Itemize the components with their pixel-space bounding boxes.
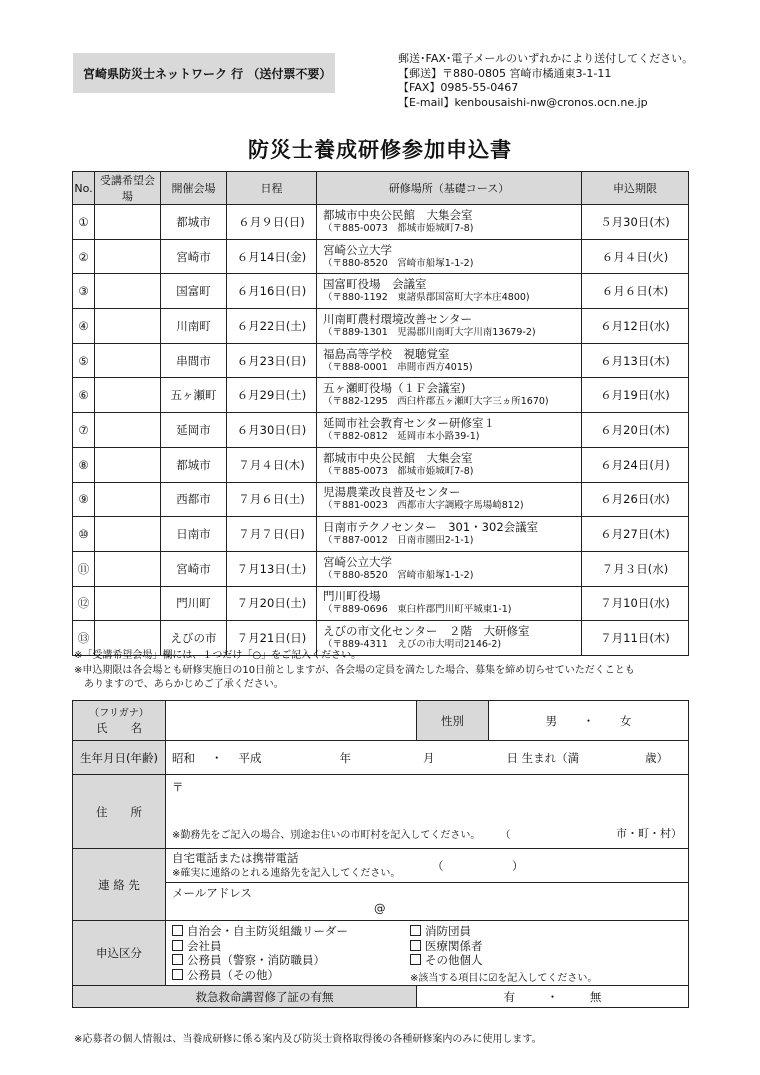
- session-place: [317, 343, 582, 378]
- place-name: 門川町役場: [323, 589, 381, 604]
- table-row: [73, 482, 689, 517]
- checkbox-icon[interactable]: [410, 925, 421, 936]
- deadline: ７月３日(水): [582, 551, 689, 586]
- deadline: ６月12日(水): [582, 309, 689, 344]
- note-line: ※申込期限は各会場とも研修実施日の10日前としますが、各会場の定員を満たした場合、募集を締め切らせていただくことも: [74, 664, 635, 676]
- recipient-text: 宮崎県防災士ネットワーク 行 （送付票不要）: [83, 66, 332, 81]
- place-address: （〒885-0073 都城市姫城町7-8): [323, 222, 474, 234]
- place-name: 都城市中央公民館 大集会室: [323, 207, 473, 222]
- dob-label: 生年月日(年齢): [73, 741, 166, 775]
- session-place: [317, 309, 582, 344]
- deadline: ６月24日(月): [582, 447, 689, 482]
- address-label: 住 所: [73, 775, 166, 849]
- postal-mark: 〒: [172, 780, 184, 794]
- deadline: ６月４日(火): [582, 239, 689, 274]
- session-date: ７月７日(日): [227, 517, 317, 552]
- category-option[interactable]: [172, 968, 348, 983]
- send-method: 郵送･FAX･電子メールのいずれかにより送付してください。: [398, 52, 694, 65]
- phone-note: ※確実に連絡のとれる連絡先を記入してください。: [172, 868, 401, 879]
- venue-city: 宮崎市: [161, 239, 227, 274]
- preferred-venue-cell[interactable]: [95, 413, 161, 448]
- gender-male[interactable]: 男: [545, 713, 558, 728]
- phone-field[interactable]: [166, 849, 689, 883]
- send-info: [398, 52, 693, 110]
- category-option-label: その他個人: [425, 953, 483, 967]
- address-field[interactable]: [166, 775, 689, 849]
- email-label: メールアドレス: [172, 886, 252, 900]
- row-no: ④: [73, 309, 95, 344]
- place-name: えびの市文化センター ２階 大研修室: [323, 624, 530, 639]
- session-date: ７月20日(土): [227, 586, 317, 621]
- gender-separator: ・: [582, 713, 595, 728]
- category-option-label: 医療関係者: [425, 938, 483, 953]
- table-header-row: [73, 172, 689, 205]
- email-field[interactable]: [166, 883, 689, 921]
- row-no: ③: [73, 274, 95, 309]
- row-no: ⑧: [73, 447, 95, 482]
- preferred-venue-cell[interactable]: [95, 239, 161, 274]
- category-option-label: 公務員（その他）: [187, 967, 279, 982]
- address-note: ※勤務先をご記入の場合、別途お住いの市町村を記入してください。: [172, 829, 481, 841]
- contact-label: 連 絡 先: [73, 849, 166, 921]
- venue-city: 都城市: [161, 205, 227, 240]
- phone-paren-close: ）: [512, 859, 524, 873]
- furigana-label: （フリガナ）: [89, 707, 149, 719]
- session-date: ６月９日(日): [227, 205, 317, 240]
- place-address: （〒882-1295 西臼杵郡五ヶ瀬町大字三ヵ所1670): [323, 396, 549, 408]
- row-no: ⑫: [73, 586, 95, 621]
- address-paren-open: （: [500, 829, 511, 841]
- category-option[interactable]: [410, 924, 483, 939]
- place-name: 福島高等学校 視聴覚室: [323, 346, 450, 361]
- era-separator: ・: [211, 750, 223, 765]
- session-date: ６月30日(日): [227, 413, 317, 448]
- preferred-venue-cell[interactable]: [95, 274, 161, 309]
- category-option[interactable]: [172, 953, 348, 968]
- session-table: [72, 171, 689, 656]
- session-date: ７月21日(日): [227, 621, 317, 656]
- preferred-venue-cell[interactable]: [95, 343, 161, 378]
- preferred-venue-cell[interactable]: [95, 551, 161, 586]
- venue-city: 五ヶ瀬町: [161, 378, 227, 413]
- place-name: 国富町役場 会議室: [323, 277, 427, 292]
- row-no: ⑬: [73, 621, 95, 656]
- day-born-label: 日 生まれ（満: [506, 750, 580, 765]
- venue-city: 国富町: [161, 274, 227, 309]
- place-address: （〒880-1192 東諸県郡国富町大字本庄4800): [323, 292, 530, 304]
- table-row: [73, 413, 689, 448]
- table-row: [73, 378, 689, 413]
- venue-city: 宮崎市: [161, 551, 227, 586]
- header-deadline: 申込期限: [582, 172, 689, 205]
- category-option[interactable]: [410, 939, 483, 954]
- category-option[interactable]: [172, 924, 348, 939]
- category-field: [166, 921, 689, 986]
- category-label: 申込区分: [73, 921, 166, 986]
- venue-city: 串間市: [161, 343, 227, 378]
- place-address: （〒880-8520 宮崎市船塚1-1-2): [323, 569, 474, 581]
- gender-label: 性別: [417, 701, 489, 741]
- place-address: （〒888-0001 串間市西方4015): [323, 361, 473, 373]
- session-date: ６月23日(日): [227, 343, 317, 378]
- note-line: ※「受講希望会場」欄には、１つだけ「○」をご記入ください。: [74, 650, 362, 661]
- category-option[interactable]: [410, 953, 483, 968]
- place-name: 宮崎公立大学: [323, 242, 392, 257]
- cpr-yes[interactable]: 有: [503, 989, 516, 1004]
- recipient-box: [73, 53, 335, 93]
- place-name: 宮崎公立大学: [323, 554, 392, 569]
- checkbox-icon[interactable]: [172, 969, 183, 980]
- deadline: ７月11日(木): [582, 621, 689, 656]
- table-row: [73, 205, 689, 240]
- table-row: [73, 586, 689, 621]
- session-place: [317, 517, 582, 552]
- session-place: [317, 205, 582, 240]
- deadline: ６月19日(水): [582, 378, 689, 413]
- session-date: ７月６日(土): [227, 482, 317, 517]
- session-place: [317, 239, 582, 274]
- table-row: [73, 343, 689, 378]
- dob-field[interactable]: [166, 741, 689, 775]
- deadline: ７月10日(水): [582, 586, 689, 621]
- row-no: ⑤: [73, 343, 95, 378]
- document-title: 防災士養成研修参加申込書: [248, 138, 512, 162]
- preferred-venue-cell[interactable]: [95, 586, 161, 621]
- deadline: ６月13日(木): [582, 343, 689, 378]
- header-date: 日程: [227, 172, 317, 205]
- table-row: [73, 239, 689, 274]
- table-row: [73, 447, 689, 482]
- notes: [74, 649, 635, 693]
- category-option[interactable]: [172, 939, 348, 954]
- row-no: ⑥: [73, 378, 95, 413]
- venue-city: えびの市: [161, 621, 227, 656]
- place-address: （〒881-0023 西都市大字調殿字馬場崎812): [323, 500, 524, 512]
- checkbox-icon[interactable]: [410, 940, 421, 951]
- gender-field[interactable]: [489, 701, 689, 741]
- session-place: [317, 551, 582, 586]
- at-mark: @: [374, 901, 386, 915]
- checkbox-icon[interactable]: [172, 940, 183, 951]
- row-no: ⑨: [73, 482, 95, 517]
- session-date: ７月13日(土): [227, 551, 317, 586]
- table-row: [73, 551, 689, 586]
- era-heisei[interactable]: 平成: [238, 750, 262, 765]
- cpr-no[interactable]: 無: [589, 989, 602, 1004]
- session-date: ６月14日(金): [227, 239, 317, 274]
- table-row: [73, 309, 689, 344]
- table-row: [73, 274, 689, 309]
- preferred-venue-cell[interactable]: [95, 517, 161, 552]
- gender-female[interactable]: 女: [619, 713, 632, 728]
- checkbox-icon[interactable]: [172, 925, 183, 936]
- place-address: （〒889-4311 えびの市大明司2146-2): [323, 639, 502, 651]
- session-date: ６月16日(日): [227, 274, 317, 309]
- checkbox-icon[interactable]: [410, 954, 421, 965]
- name-label: 氏 名: [96, 720, 142, 735]
- place-name: 都城市中央公民館 大集会室: [323, 450, 473, 465]
- category-option-label: 消防団員: [425, 924, 471, 938]
- header-place: 研修場所（基礎コース）: [317, 172, 582, 205]
- privacy-footer: ※応募者の個人情報は、当養成研修に係る案内及び防災士資格取得後の各種研修案内のみに使用します。: [74, 1034, 542, 1045]
- address-city-suffix: 市・町・村）: [616, 827, 682, 840]
- session-date: ６月22日(土): [227, 309, 317, 344]
- session-place: [317, 586, 582, 621]
- place-address: （〒882-0812 延岡市本小路39-1): [323, 430, 480, 442]
- place-name: 児湯農業改良普及センター: [323, 485, 461, 500]
- session-date: ６月29日(土): [227, 378, 317, 413]
- header-no: No.: [73, 172, 95, 205]
- deadline: ６月20日(木): [582, 413, 689, 448]
- row-no: ⑩: [73, 517, 95, 552]
- preferred-venue-cell[interactable]: [95, 205, 161, 240]
- session-place: [317, 378, 582, 413]
- preferred-venue-cell[interactable]: [95, 378, 161, 413]
- category-option-label: 自治会・自主防災組織リーダー: [187, 924, 348, 938]
- place-name: 五ヶ瀬町役場（１Ｆ会議室): [323, 381, 466, 396]
- cpr-separator: ・: [546, 989, 559, 1004]
- month-label: 月: [423, 750, 435, 765]
- cpr-field[interactable]: [417, 986, 689, 1008]
- venue-city: 日南市: [161, 517, 227, 552]
- era-showa[interactable]: 昭和: [172, 750, 195, 765]
- place-name: 川南町農村環境改善センター: [323, 311, 473, 326]
- postal-address: 【郵送】〒880-0805 宮崎市橘通東3-1-11: [398, 66, 612, 80]
- category-option-label: 会社員: [187, 938, 222, 953]
- venue-city: 延岡市: [161, 413, 227, 448]
- name-field[interactable]: [166, 701, 417, 741]
- row-no: ①: [73, 205, 95, 240]
- year-label: 年: [339, 750, 351, 765]
- place-name: 延岡市社会教育センター研修室１: [323, 415, 496, 430]
- session-date: ７月４日(木): [227, 447, 317, 482]
- preferred-venue-cell[interactable]: [95, 482, 161, 517]
- name-label-cell: [73, 701, 166, 741]
- application-form: [72, 700, 689, 1008]
- venue-city: 門川町: [161, 586, 227, 621]
- cpr-label: 救急救命講習修了証の有無: [73, 986, 417, 1008]
- header-venue: 開催会場: [161, 172, 227, 205]
- email-address: 【E-mail】kenbousaishi-nw@cronos.ocn.ne.jp: [398, 95, 648, 109]
- note-line: ありますので、あらかじめご了承ください。: [74, 679, 284, 690]
- row-no: ⑦: [73, 413, 95, 448]
- session-place: [317, 447, 582, 482]
- table-row: [73, 517, 689, 552]
- venue-city: 西都市: [161, 482, 227, 517]
- place-address: （〒880-8520 宮崎市船塚1-1-2): [323, 257, 474, 269]
- place-address: （〒887-0012 日南市園田2-1-1): [323, 535, 474, 547]
- session-place: [317, 482, 582, 517]
- deadline: ５月30日(木): [582, 205, 689, 240]
- place-address: （〒889-0696 東臼杵郡門川町平城東1-1): [323, 604, 512, 616]
- place-address: （〒885-0073 都城市姫城町7-8): [323, 465, 474, 477]
- venue-city: 川南町: [161, 309, 227, 344]
- header-preferred-venue: 受講希望会場: [95, 172, 161, 205]
- session-place: [317, 413, 582, 448]
- category-note: ※該当する項目に☑を記入してください。: [410, 973, 598, 984]
- place-name: 日南市テクノセンター 301・302会議室: [323, 520, 539, 535]
- row-no: ②: [73, 239, 95, 274]
- preferred-venue-cell[interactable]: [95, 447, 161, 482]
- row-no: ⑪: [73, 551, 95, 586]
- phone-label: 自宅電話または携帯電話: [172, 851, 299, 865]
- deadline: ６月26日(水): [582, 482, 689, 517]
- deadline: ６月27日(木): [582, 517, 689, 552]
- venue-city: 都城市: [161, 447, 227, 482]
- preferred-venue-cell[interactable]: [95, 309, 161, 344]
- deadline: ６月６日(木): [582, 274, 689, 309]
- fax-number: 【FAX】0985-55-0467: [398, 81, 519, 95]
- age-label: 歳）: [645, 750, 669, 765]
- place-address: （〒889-1301 児湯郡川南町大字川南13679-2): [323, 326, 536, 338]
- checkbox-icon[interactable]: [172, 954, 183, 965]
- phone-paren-open: （: [432, 859, 444, 873]
- session-place: [317, 274, 582, 309]
- category-option-label: 公務員（警察・消防職員）: [187, 953, 325, 967]
